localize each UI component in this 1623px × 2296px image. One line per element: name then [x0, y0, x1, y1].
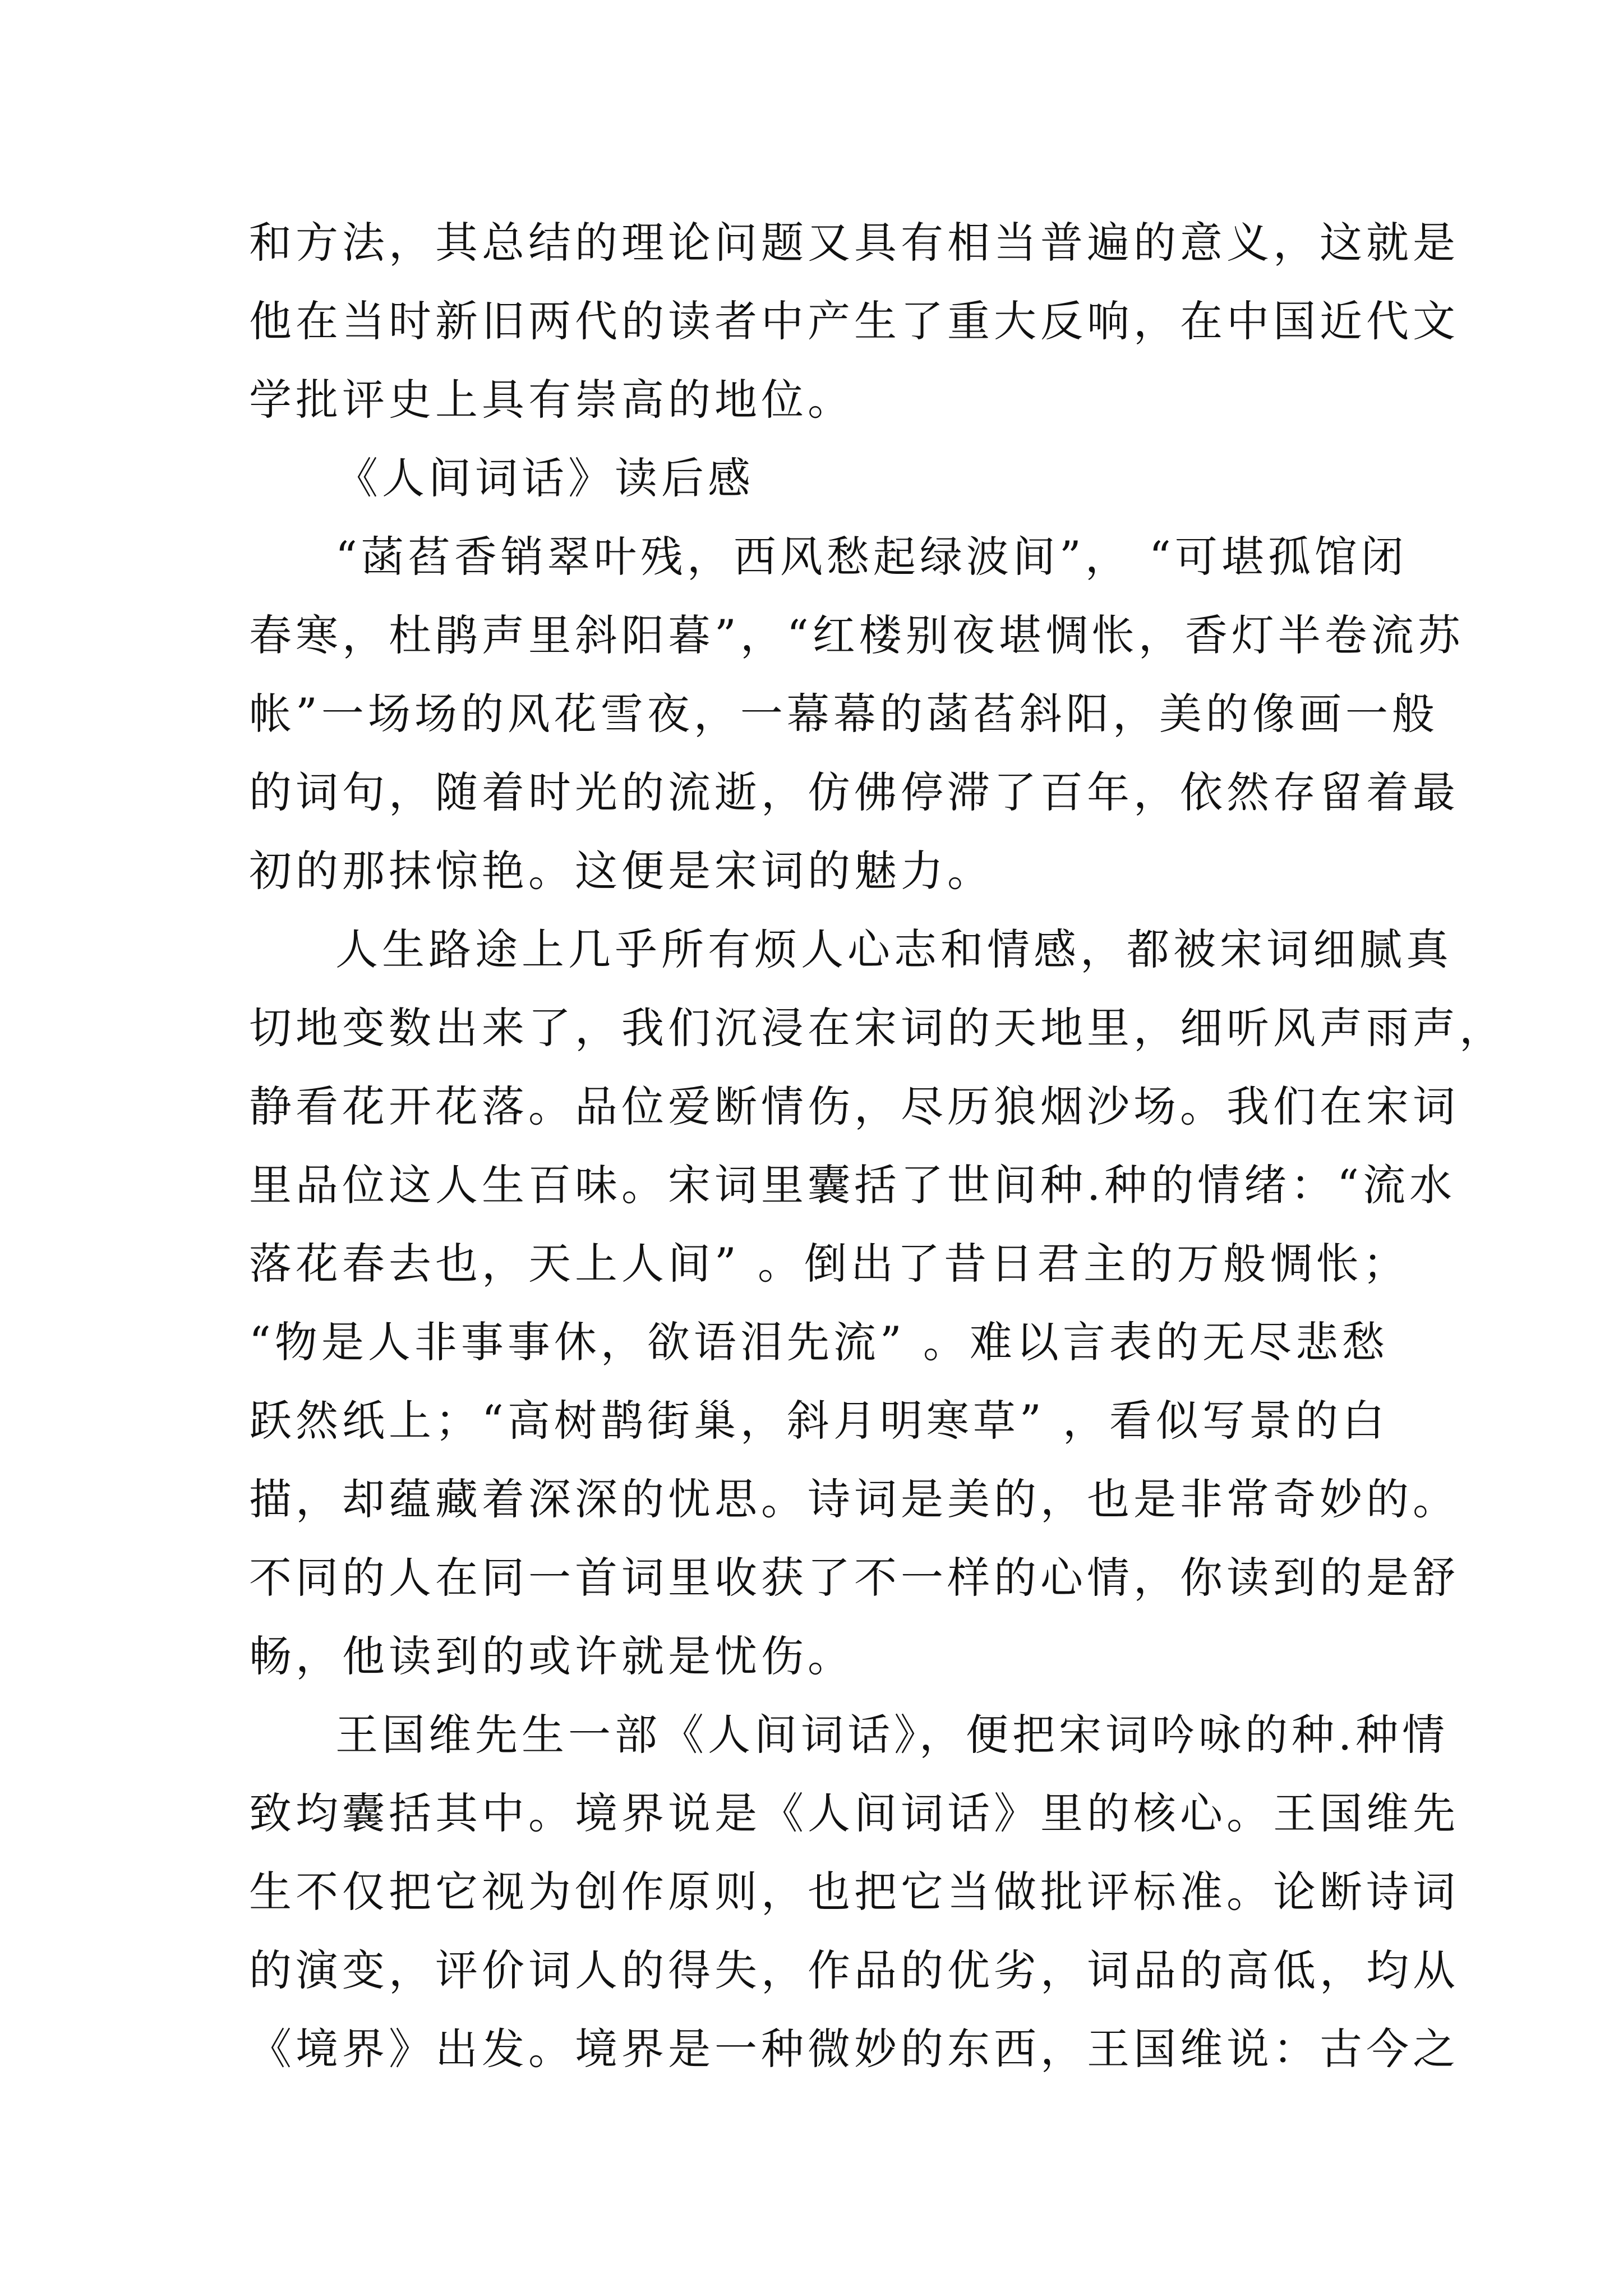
text-line: 的演变，评价词人的得失，作品的优劣，词品的高低，均从 — [249, 1945, 1459, 1995]
text-line: 的词句，随着时光的流逝，仿佛停滞了百年，依然存留着最 — [249, 767, 1459, 817]
text-line: 畅，他读到的或许就是忧伤。 — [249, 1631, 854, 1681]
text-line: 里品位这人生百味。宋词里囊括了世间种.种的情绪：“流水 — [249, 1160, 1456, 1210]
text-line: 人生路途上几乎所有烦人心志和情感，都被宋词细腻真 — [335, 924, 1453, 974]
text-line: 静看花开花落。品位爱断情伤，尽历狼烟沙场。我们在宋词 — [249, 1082, 1459, 1131]
text-line: 切地变数出来了，我们沉浸在宋词的天地里，细听风声雨声， — [249, 1003, 1506, 1053]
text-line: 春寒，杜鹃声里斜阳暮”，“红楼别夜堪惆怅，香灯半卷流苏 — [249, 610, 1464, 660]
text-line: 《境界》出发。境界是一种微妙的东西，王国维说：古今之 — [249, 2024, 1459, 2074]
text-line: 致均囊括其中。境界说是《人间词话》里的核心。王国维先 — [249, 1788, 1459, 1838]
text-line: “菡萏香销翠叶残，西风愁起绿波间”， “可堪孤馆闭 — [335, 532, 1408, 582]
text-line: 生不仅把它视为创作原则，也把它当做批评标准。论断诗词 — [249, 1867, 1459, 1917]
text-line: 帐”一场场的风花雪夜，一幕幕的菡萏斜阳，美的像画一般 — [249, 689, 1438, 739]
text-line: 他在当时新旧两代的读者中产生了重大反响，在中国近代文 — [249, 296, 1459, 346]
text-line: 初的那抹惊艳。这便是宋词的魅力。 — [249, 846, 994, 896]
text-line: “物是人非事事休，欲语泪先流” 。难以言表的无尽悲愁 — [249, 1317, 1389, 1367]
text-line: 学批评史上具有崇高的地位。 — [249, 375, 854, 425]
section-title: 《人间词话》读后感 — [335, 453, 754, 503]
text-line: 描，却蕴藏着深深的忧思。诗词是美的，也是非常奇妙的。 — [249, 1474, 1459, 1524]
text-line: 落花春去也，天上人间” 。倒出了昔日君主的万般惆怅； — [249, 1239, 1410, 1289]
text-line: 跃然纸上；“高树鹊街巢，斜月明寒草” ，看似写景的白 — [249, 1396, 1389, 1446]
text-line: 和方法，其总结的理论问题又具有相当普遍的意义，这就是 — [249, 218, 1459, 268]
text-line: 不同的人在同一首词里收获了不一样的心情，你读到的是舒 — [249, 1553, 1459, 1603]
text-line: 王国维先生一部《人间词话》，便把宋词吟咏的种.种情 — [335, 1710, 1449, 1760]
